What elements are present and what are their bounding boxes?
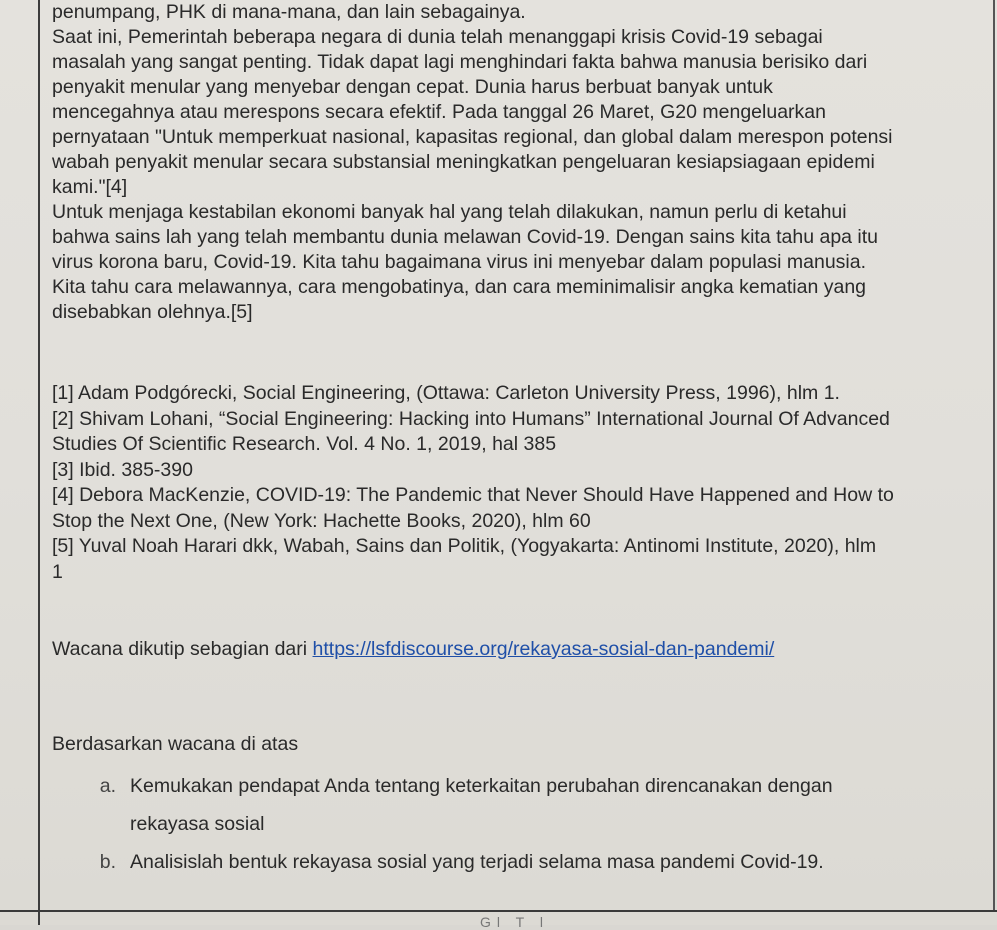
text-line: kami."[4] xyxy=(52,176,128,198)
questions-intro: Berdasarkan wacana di atas xyxy=(52,733,299,755)
question-line: Analisislah bentuk rekayasa sosial yang terjadi selama masa pandemi Covid-19. xyxy=(130,851,824,873)
table-cell-content xyxy=(52,0,987,881)
reference-item: [2] Shivam Lohani, “Social Engineering: Hacking into Humans” International Journal Of Advanced xyxy=(52,407,890,430)
table-border-left xyxy=(38,0,40,925)
paragraph-covid-response xyxy=(52,25,987,200)
reference-item: [4] Debora MacKenzie, COVID-19: The Pandemic that Never Should Have Happened and How to xyxy=(52,484,894,506)
text-line: masalah yang sangat penting. Tidak dapat lagi menghindari fakta bahwa manusia berisiko dari xyxy=(52,51,868,73)
question-item-a xyxy=(52,767,987,843)
table-border-right xyxy=(993,0,995,912)
question-marker: a. xyxy=(99,775,116,797)
question-line: rekayasa sosial xyxy=(130,813,265,835)
text-line: pernyataan "Untuk memperkuat nasional, kapasitas regional, dan global dalam merespon potensi xyxy=(52,126,893,148)
reference-item: [1] Adam Podgórecki, Social Engineering, (Ottawa: Carleton University Press, 1996), hlm 1. xyxy=(52,382,840,404)
text-line: Kita tahu cara melawannya, cara mengobatinya, dan cara meminimalisir angka kematian yang xyxy=(52,276,867,298)
text-line: mencegahnya atau merespons secara efektif. Pada tanggal 26 Maret, G20 mengeluarkan xyxy=(52,101,826,123)
text-line: virus korona baru, Covid-19. Kita tahu bagaimana virus ini menyebar dalam populasi manusia. xyxy=(52,251,867,273)
reference-item-continuation: Studies Of Scientific Research. Vol. 4 No. 1, 2019, hal 385 xyxy=(52,433,557,455)
reference-item: [3] Ibid. 385-390 xyxy=(52,458,193,481)
text-line: penumpang, PHK di mana-mana, dan lain sebagainya. xyxy=(52,1,526,23)
paragraph-intro-fragment xyxy=(52,0,987,25)
reference-item-continuation: Stop the Next One, (New York: Hachette Books, 2020), hlm 60 xyxy=(52,509,591,532)
text-line: Saat ini, Pemerintah beberapa negara di dunia telah menanggapi krisis Covid-19 sebagai xyxy=(52,26,823,48)
paragraph-science xyxy=(52,200,987,325)
spacer xyxy=(52,325,987,381)
source-prefix: Wacana dikutip sebagian dari xyxy=(52,638,313,660)
references-list xyxy=(52,381,987,585)
cut-off-next-row-text: Gl T l xyxy=(480,914,549,930)
source-link[interactable]: https://lsfdiscourse.org/rekayasa-sosial-dan-pandemi/ xyxy=(312,638,775,660)
question-item-b xyxy=(52,843,987,881)
text-line: penyakit menular yang menyebar dengan cepat. Dunia harus berbuat banyak untuk xyxy=(52,76,773,98)
question-text xyxy=(130,767,987,843)
text-line: wabah penyakit menular secara substansial meningkatkan pengeluaran kesiapsiagaan epidemi xyxy=(52,151,875,173)
reference-item-continuation: 1 xyxy=(52,560,63,583)
text-line: disebabkan olehnya.[5] xyxy=(52,301,253,323)
question-marker: b. xyxy=(99,851,116,873)
text-line: bahwa sains lah yang telah membantu dunia melawan Covid-19. Dengan sains kita tahu apa itu xyxy=(52,226,879,248)
question-text xyxy=(130,843,987,881)
table-border-bottom xyxy=(0,910,997,912)
question-line: Kemukakan pendapat Anda tentang keterkaitan perubahan direncanakan dengan xyxy=(130,775,833,797)
reference-item: [5] Yuval Noah Harari dkk, Wabah, Sains dan Politik, (Yogyakarta: Antinomi Institute, 2020), hlm xyxy=(52,535,877,557)
source-citation xyxy=(52,637,987,662)
text-line: Untuk menjaga kestabilan ekonomi banyak hal yang telah dilakukan, namun perlu di ketahui xyxy=(52,201,847,223)
